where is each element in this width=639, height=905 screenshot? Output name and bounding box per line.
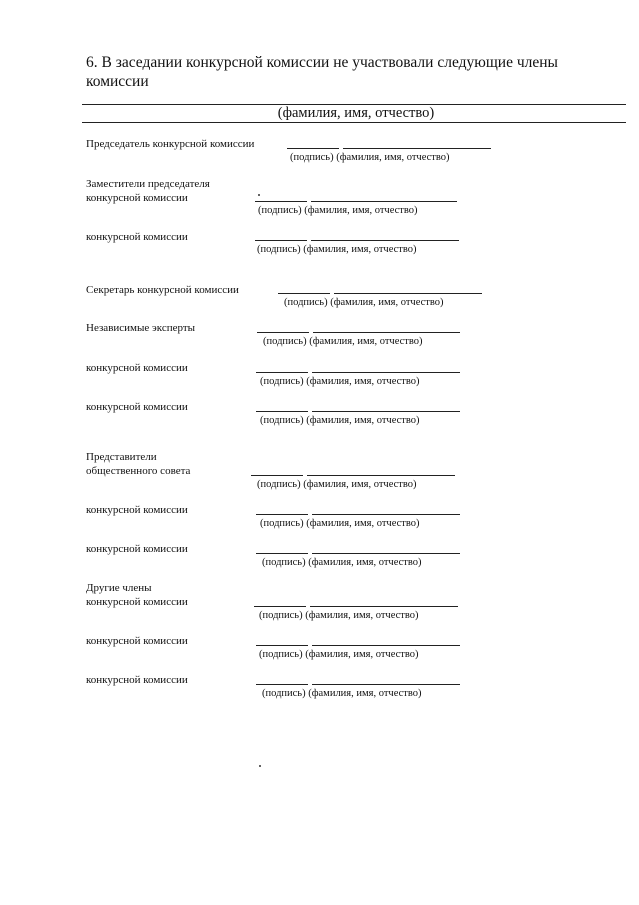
row-label-line: конкурсной комиссии	[86, 596, 188, 608]
absent-members-line-bottom	[82, 122, 626, 123]
signature-field-expert-2[interactable]	[256, 372, 460, 387]
signature-field-council-3[interactable]	[256, 553, 460, 568]
row-label-commission: конкурсной комиссии	[86, 504, 188, 516]
signature-field-deputy-2[interactable]	[255, 240, 459, 255]
signature-caption: (подпись) (фамилия, имя, отчество)	[260, 415, 420, 426]
row-label-commission: конкурсной комиссии	[86, 401, 188, 413]
signature-field-deputy-1[interactable]	[255, 201, 457, 216]
row-label-commission: конкурсной комиссии	[86, 362, 188, 374]
signature-caption: (подпись) (фамилия, имя, отчество)	[263, 336, 423, 347]
row-label-commission: конкурсной комиссии	[86, 635, 188, 647]
signature-field-chairman[interactable]	[287, 148, 491, 163]
signature-field-other-3[interactable]	[256, 684, 460, 699]
signature-caption: (подпись) (фамилия, имя, отчество)	[259, 610, 419, 621]
row-label-commission: конкурсной комиссии	[86, 674, 188, 686]
row-label-chairman: Председатель конкурсной комиссии	[86, 138, 255, 150]
signature-caption: (подпись) (фамилия, имя, отчество)	[258, 205, 418, 216]
signature-field-expert-1[interactable]	[257, 332, 460, 347]
row-label-secretary: Секретарь конкурсной комиссии	[86, 284, 239, 296]
signature-field-expert-3[interactable]	[256, 411, 460, 426]
signature-caption: (подпись) (фамилия, имя, отчество)	[290, 152, 450, 163]
row-label-line: конкурсной комиссии	[86, 192, 188, 204]
absent-members-caption: (фамилия, имя, отчество)	[277, 105, 435, 121]
signature-field-other-2[interactable]	[256, 645, 460, 660]
row-label-line: Представители	[86, 451, 157, 463]
row-label-commission: конкурсной комиссии	[86, 543, 188, 555]
signature-field-council-2[interactable]	[256, 514, 460, 529]
signature-caption: (подпись) (фамилия, имя, отчество)	[260, 518, 420, 529]
row-label-line: Заместители председателя	[86, 178, 210, 190]
stray-mark	[259, 765, 261, 767]
signature-caption: (подпись) (фамилия, имя, отчество)	[284, 297, 444, 308]
signature-field-council-1[interactable]	[251, 475, 455, 490]
signature-caption: (подпись) (фамилия, имя, отчество)	[260, 376, 420, 387]
row-label-line: Другие члены	[86, 582, 152, 594]
signature-caption: (подпись) (фамилия, имя, отчество)	[262, 557, 422, 568]
signature-field-other-1[interactable]	[254, 606, 458, 621]
row-label-experts: Независимые эксперты	[86, 322, 196, 334]
row-label-other-members	[86, 581, 286, 609]
signature-field-secretary[interactable]	[278, 293, 482, 308]
signature-caption: (подпись) (фамилия, имя, отчество)	[259, 649, 419, 660]
row-label-line: общественного совета	[86, 465, 191, 477]
row-label-public-council	[86, 450, 286, 478]
section-heading: 6. В заседании конкурсной комиссии не участвовали следующие члены комиссии	[86, 54, 558, 90]
signature-caption: (подпись) (фамилия, имя, отчество)	[262, 688, 422, 699]
signature-caption: (подпись) (фамилия, имя, отчество)	[257, 244, 417, 255]
stray-mark	[258, 194, 260, 196]
signature-caption: (подпись) (фамилия, имя, отчество)	[257, 479, 417, 490]
row-label-commission: конкурсной комиссии	[86, 231, 188, 243]
